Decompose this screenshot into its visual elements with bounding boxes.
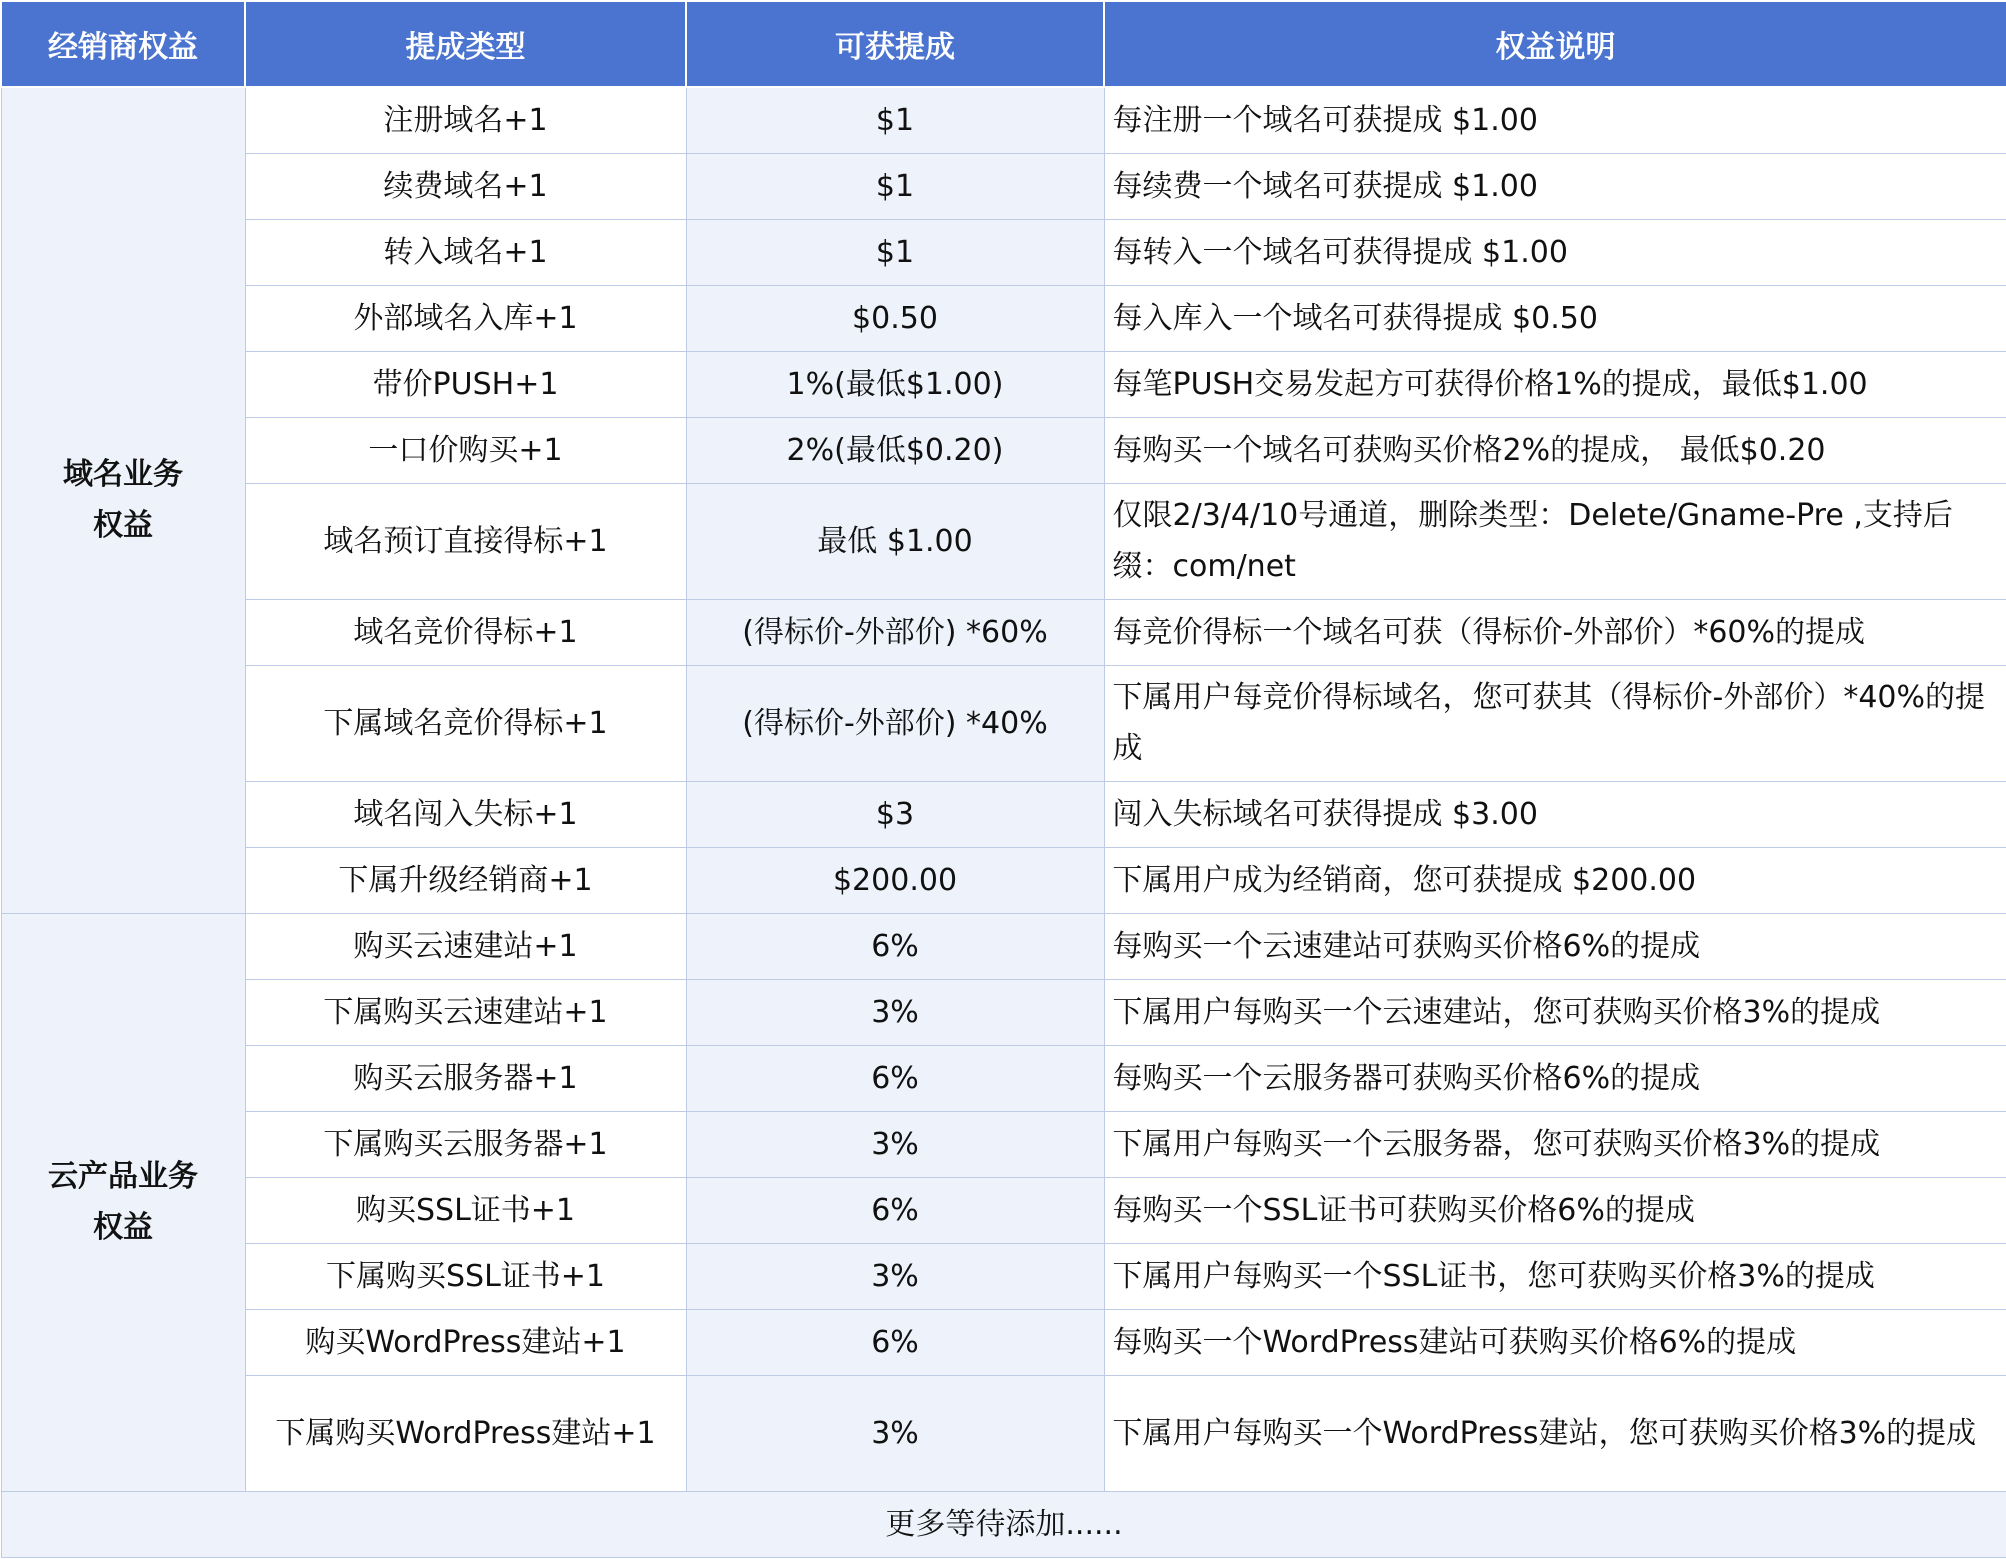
group-name-cell: 域名业务 权益 [1, 87, 245, 913]
benefit-description-cell: 每转入一个域名可获得提成 $1.00 [1104, 219, 2006, 285]
commission-amount-cell: (得标价-外部价) *40% [686, 665, 1104, 781]
table-row [1, 599, 2006, 665]
commission-type-cell: 下属购买云服务器+1 [245, 1111, 686, 1177]
commission-type-cell: 外部域名入库+1 [245, 285, 686, 351]
commission-type-cell: 下属购买云速建站+1 [245, 979, 686, 1045]
commission-amount-cell: 1%(最低$1.00) [686, 351, 1104, 417]
commission-type-cell: 域名预订直接得标+1 [245, 483, 686, 599]
table-row [1, 1309, 2006, 1375]
header-commission-type: 提成类型 [245, 1, 686, 87]
header-benefit-category: 经销商权益 [1, 1, 245, 87]
table-row [1, 913, 2006, 979]
benefit-description-cell: 每竞价得标一个域名可获（得标价-外部价）*60%的提成 [1104, 599, 2006, 665]
commission-amount-cell: 3% [686, 979, 1104, 1045]
commission-type-cell: 购买SSL证书+1 [245, 1177, 686, 1243]
table-row [1, 87, 2006, 153]
benefit-description-cell: 闯入失标域名可获得提成 $3.00 [1104, 781, 2006, 847]
table-row [1, 665, 2006, 781]
table-row [1, 351, 2006, 417]
group-name-cell: 云产品业务 权益 [1, 913, 245, 1491]
benefit-description-cell: 下属用户每购买一个SSL证书，您可获购买价格3%的提成 [1104, 1243, 2006, 1309]
commission-type-cell: 带价PUSH+1 [245, 351, 686, 417]
table-row [1, 781, 2006, 847]
commission-type-cell: 下属升级经销商+1 [245, 847, 686, 913]
table-row [1, 1111, 2006, 1177]
commission-amount-cell: (得标价-外部价) *60% [686, 599, 1104, 665]
commission-type-cell: 购买WordPress建站+1 [245, 1309, 686, 1375]
footer-row [1, 1491, 2006, 1557]
commission-amount-cell: 6% [686, 913, 1104, 979]
benefit-description-cell: 每购买一个云速建站可获购买价格6%的提成 [1104, 913, 2006, 979]
commission-amount-cell: $3 [686, 781, 1104, 847]
commission-type-cell: 购买云速建站+1 [245, 913, 686, 979]
commission-amount-cell: 3% [686, 1375, 1104, 1491]
table-row [1, 153, 2006, 219]
benefit-description-cell: 每购买一个域名可获购买价格2%的提成， 最低$0.20 [1104, 417, 2006, 483]
commission-amount-cell: 6% [686, 1309, 1104, 1375]
commission-type-cell: 下属购买SSL证书+1 [245, 1243, 686, 1309]
benefit-description-cell: 每购买一个SSL证书可获购买价格6%的提成 [1104, 1177, 2006, 1243]
benefit-description-cell: 每购买一个云服务器可获购买价格6%的提成 [1104, 1045, 2006, 1111]
benefit-description-cell: 下属用户每购买一个WordPress建站，您可获购买价格3%的提成 [1104, 1375, 2006, 1491]
header-benefit-description: 权益说明 [1104, 1, 2006, 87]
table-row [1, 1177, 2006, 1243]
table-row [1, 847, 2006, 913]
commission-amount-cell: 2%(最低$0.20) [686, 417, 1104, 483]
commission-type-cell: 域名竞价得标+1 [245, 599, 686, 665]
commission-type-cell: 注册域名+1 [245, 87, 686, 153]
benefit-description-cell: 仅限2/3/4/10号通道，删除类型：Delete/Gname-Pre ,支持后缀：com/net [1104, 483, 2006, 599]
commission-amount-cell: 3% [686, 1243, 1104, 1309]
table-row [1, 1045, 2006, 1111]
more-coming-note: 更多等待添加...... [1, 1491, 2006, 1557]
benefit-description-cell: 下属用户每竞价得标域名，您可获其（得标价-外部价）*40%的提成 [1104, 665, 2006, 781]
benefit-description-cell: 每续费一个域名可获提成 $1.00 [1104, 153, 2006, 219]
table-row [1, 483, 2006, 599]
benefit-description-cell: 每入库入一个域名可获得提成 $0.50 [1104, 285, 2006, 351]
commission-amount-cell: $1 [686, 219, 1104, 285]
commission-amount-cell: $0.50 [686, 285, 1104, 351]
commission-amount-cell: $200.00 [686, 847, 1104, 913]
benefit-description-cell: 下属用户成为经销商，您可获提成 $200.00 [1104, 847, 2006, 913]
benefit-description-cell: 每购买一个WordPress建站可获购买价格6%的提成 [1104, 1309, 2006, 1375]
table-row [1, 219, 2006, 285]
commission-type-cell: 续费域名+1 [245, 153, 686, 219]
commission-amount-cell: 3% [686, 1111, 1104, 1177]
commission-amount-cell: 最低 $1.00 [686, 483, 1104, 599]
commission-type-cell: 购买云服务器+1 [245, 1045, 686, 1111]
benefit-description-cell: 下属用户每购买一个云服务器，您可获购买价格3%的提成 [1104, 1111, 2006, 1177]
commission-amount-cell: 6% [686, 1045, 1104, 1111]
commission-amount-cell: $1 [686, 87, 1104, 153]
benefit-description-cell: 每注册一个域名可获提成 $1.00 [1104, 87, 2006, 153]
table-row [1, 417, 2006, 483]
table-row [1, 1375, 2006, 1491]
commission-type-cell: 转入域名+1 [245, 219, 686, 285]
table-row [1, 1243, 2006, 1309]
table-body [1, 87, 2006, 1557]
benefit-description-cell: 每笔PUSH交易发起方可获得价格1%的提成，最低$1.00 [1104, 351, 2006, 417]
table-row [1, 285, 2006, 351]
header-row [1, 1, 2006, 87]
commission-amount-cell: 6% [686, 1177, 1104, 1243]
commission-type-cell: 一口价购买+1 [245, 417, 686, 483]
benefit-description-cell: 下属用户每购买一个云速建站，您可获购买价格3%的提成 [1104, 979, 2006, 1045]
table-row [1, 979, 2006, 1045]
commission-type-cell: 域名闯入失标+1 [245, 781, 686, 847]
commission-amount-cell: $1 [686, 153, 1104, 219]
commission-type-cell: 下属域名竞价得标+1 [245, 665, 686, 781]
commission-type-cell: 下属购买WordPress建站+1 [245, 1375, 686, 1491]
header-commission-amount: 可获提成 [686, 1, 1104, 87]
